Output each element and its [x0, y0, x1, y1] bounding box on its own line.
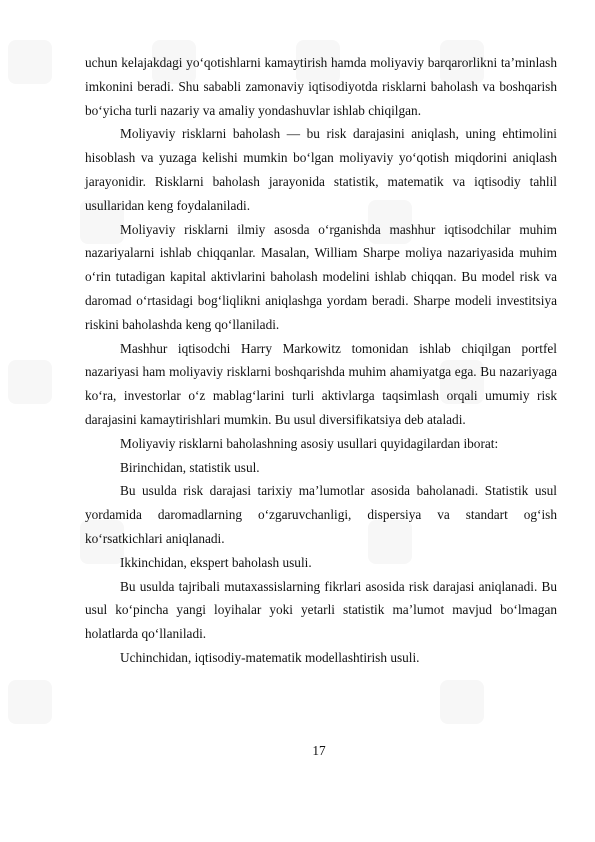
- page-number: 17: [312, 743, 326, 758]
- watermark-tile: [440, 680, 484, 724]
- document-page: [85, 51, 557, 670]
- paragraph: Mashhur iqtisodchi Harry Markowitz tomonidan ishlab chiqilgan portfel nazariyasi ham moliyaviy risklarni boshqarishda muhim ahamiyatga ega. Bu nazariyaga ko‘ra, investorlar o‘z mablag‘larini turli aktivlarga taqsimlash orqali umumiy risk darajasini kamaytirishlari mumkin. Bu usul diversifikatsiya deb ataladi.: [85, 340, 557, 427]
- paragraph: uchun kelajakdagi yo‘qotishlarni kamaytirish hamda moliyaviy barqarorlikni ta’minlash imkonini beradi. Shu sababli zamonaviy iqtisodiyotda risklarni baholash va boshqarish bo‘yicha turli nazariy va amaliy yondashuvlar ishlab chiqilgan.: [85, 55, 557, 118]
- watermark-tile: [8, 680, 52, 724]
- paragraph: Bu usulda tajribali mutaxassislarning fikrlari asosida risk darajasi aniqlanadi. Bu usul ko‘pincha yangi loyihalar yoki yetarli statistik ma’lumot mavjud bo‘lmagan holatlarda qo‘llaniladi.: [85, 578, 557, 642]
- paragraph: Moliyaviy risklarni ilmiy asosda o‘rganishda mashhur iqtisodchilar muhim nazariyalarni ishlab chiqqanlar. Masalan, William Sharpe moliya nazariyasida muhim o‘rin tutadigan kapital aktivlarini baholash modelini ishlab chiqqan. Bu model risk va daromad o‘rtasidagi bog‘liqlikni aniqlashga yordam beradi. Sharpe modeli investitsiya riskini baholashda keng qo‘llaniladi.: [85, 221, 557, 332]
- paragraph: Moliyaviy risklarni baholash — bu risk darajasini aniqlash, uning ehtimolini hisoblash va yuzaga kelishi mumkin bo‘lgan moliyaviy yo‘qotish miqdorini aniqlash jarayonidir. Risklarni baholash jarayonida statistik, matematik va iqtisodiy tahlil usullaridan keng foydalaniladi.: [85, 126, 557, 213]
- paragraph: Moliyaviy risklarni baholashning asosiy usullari quyidagilardan iborat:: [120, 435, 499, 451]
- paragraph: Uchinchidan, iqtisodiy-matematik modellashtirish usuli.: [120, 649, 420, 665]
- paragraph: Ikkinchidan, ekspert baholash usuli.: [120, 554, 312, 570]
- paragraph: Bu usulda risk darajasi tarixiy ma’lumotlar asosida baholanadi. Statistik usul yordamida daromadlarning o‘zgaruvchanligi, dispersiya va standart og‘ish ko‘rsatkichlari aniqlanadi.: [85, 483, 557, 546]
- watermark-tile: [8, 360, 52, 404]
- paragraph: Birinchidan, statistik usul.: [120, 459, 260, 475]
- watermark-tile: [8, 40, 52, 84]
